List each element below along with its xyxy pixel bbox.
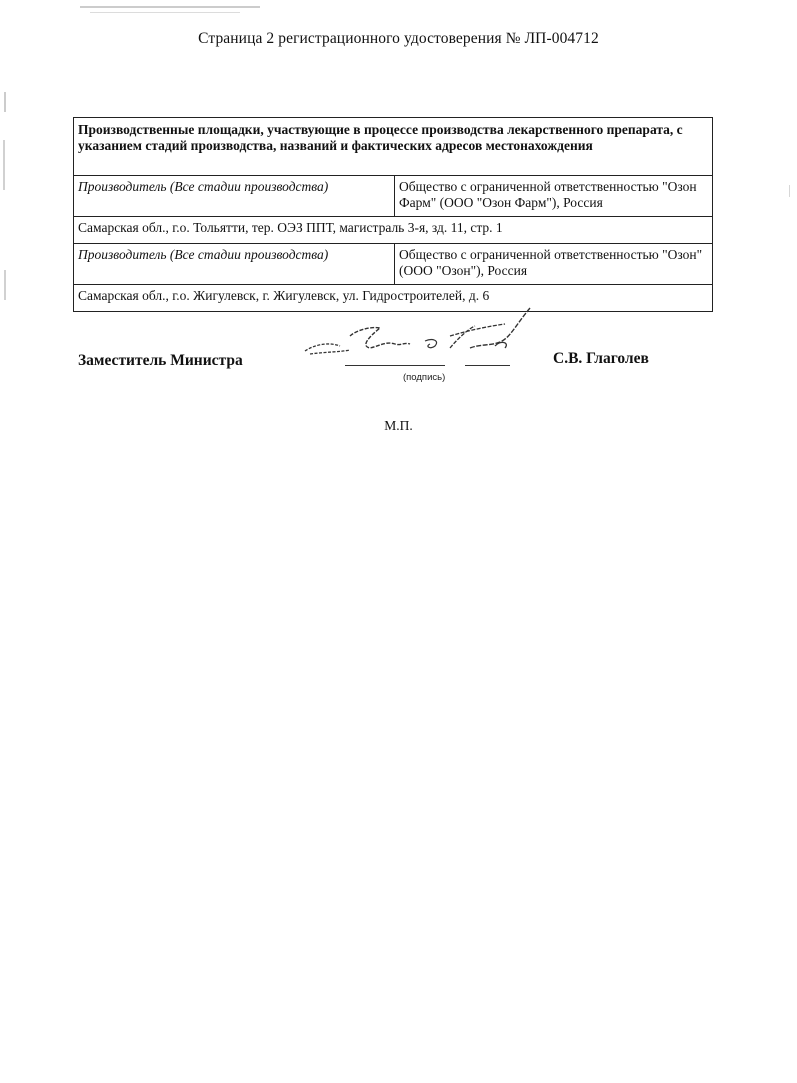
table-row	[74, 176, 713, 217]
scan-artifact-left	[4, 92, 6, 112]
manufacturer-role: Производитель (Все стадии производства)	[74, 244, 395, 285]
scan-artifact-top	[90, 12, 240, 13]
signatory-name: С.В. Глаголев	[553, 350, 649, 367]
scan-artifact-top	[80, 6, 260, 8]
stamp-placeholder: М.П.	[384, 418, 413, 433]
manufacturer-address: Самарская обл., г.о. Тольятти, тер. ОЭЗ ППТ, магистраль 3-я, зд. 11, стр. 1	[74, 217, 713, 244]
scan-artifact-left	[4, 270, 6, 300]
scan-artifact-right	[789, 185, 790, 197]
scan-artifact-left	[3, 140, 5, 190]
table-row	[74, 244, 713, 285]
handwritten-signature	[300, 306, 550, 366]
signature-line	[465, 365, 510, 366]
manufacturer-role: Производитель (Все стадии производства)	[74, 176, 395, 217]
table-row	[74, 217, 713, 244]
table-header: Производственные площадки, участвующие в процессе производства лекарственного препарата, с указанием стадий производства, названий и фактических адресов местонахождения	[74, 118, 713, 176]
manufacturer-address: Самарская обл., г.о. Жигулевск, г. Жигулевск, ул. Гидростроителей, д. 6	[74, 285, 713, 312]
table-header-row	[74, 118, 713, 176]
signatory-position: Заместитель Министра	[78, 352, 243, 369]
production-sites-table	[73, 117, 713, 312]
page-header: Страница 2 регистрационного удостоверения № ЛП-004712	[198, 30, 599, 47]
signature-caption: (подпись)	[403, 372, 446, 383]
manufacturer-organization: Общество с ограниченной ответственностью "Озон Фарм" (ООО "Озон Фарм"), Россия	[395, 176, 713, 217]
signature-line	[345, 365, 445, 366]
manufacturer-organization: Общество с ограниченной ответственностью "Озон" (ООО "Озон"), Россия	[395, 244, 713, 285]
